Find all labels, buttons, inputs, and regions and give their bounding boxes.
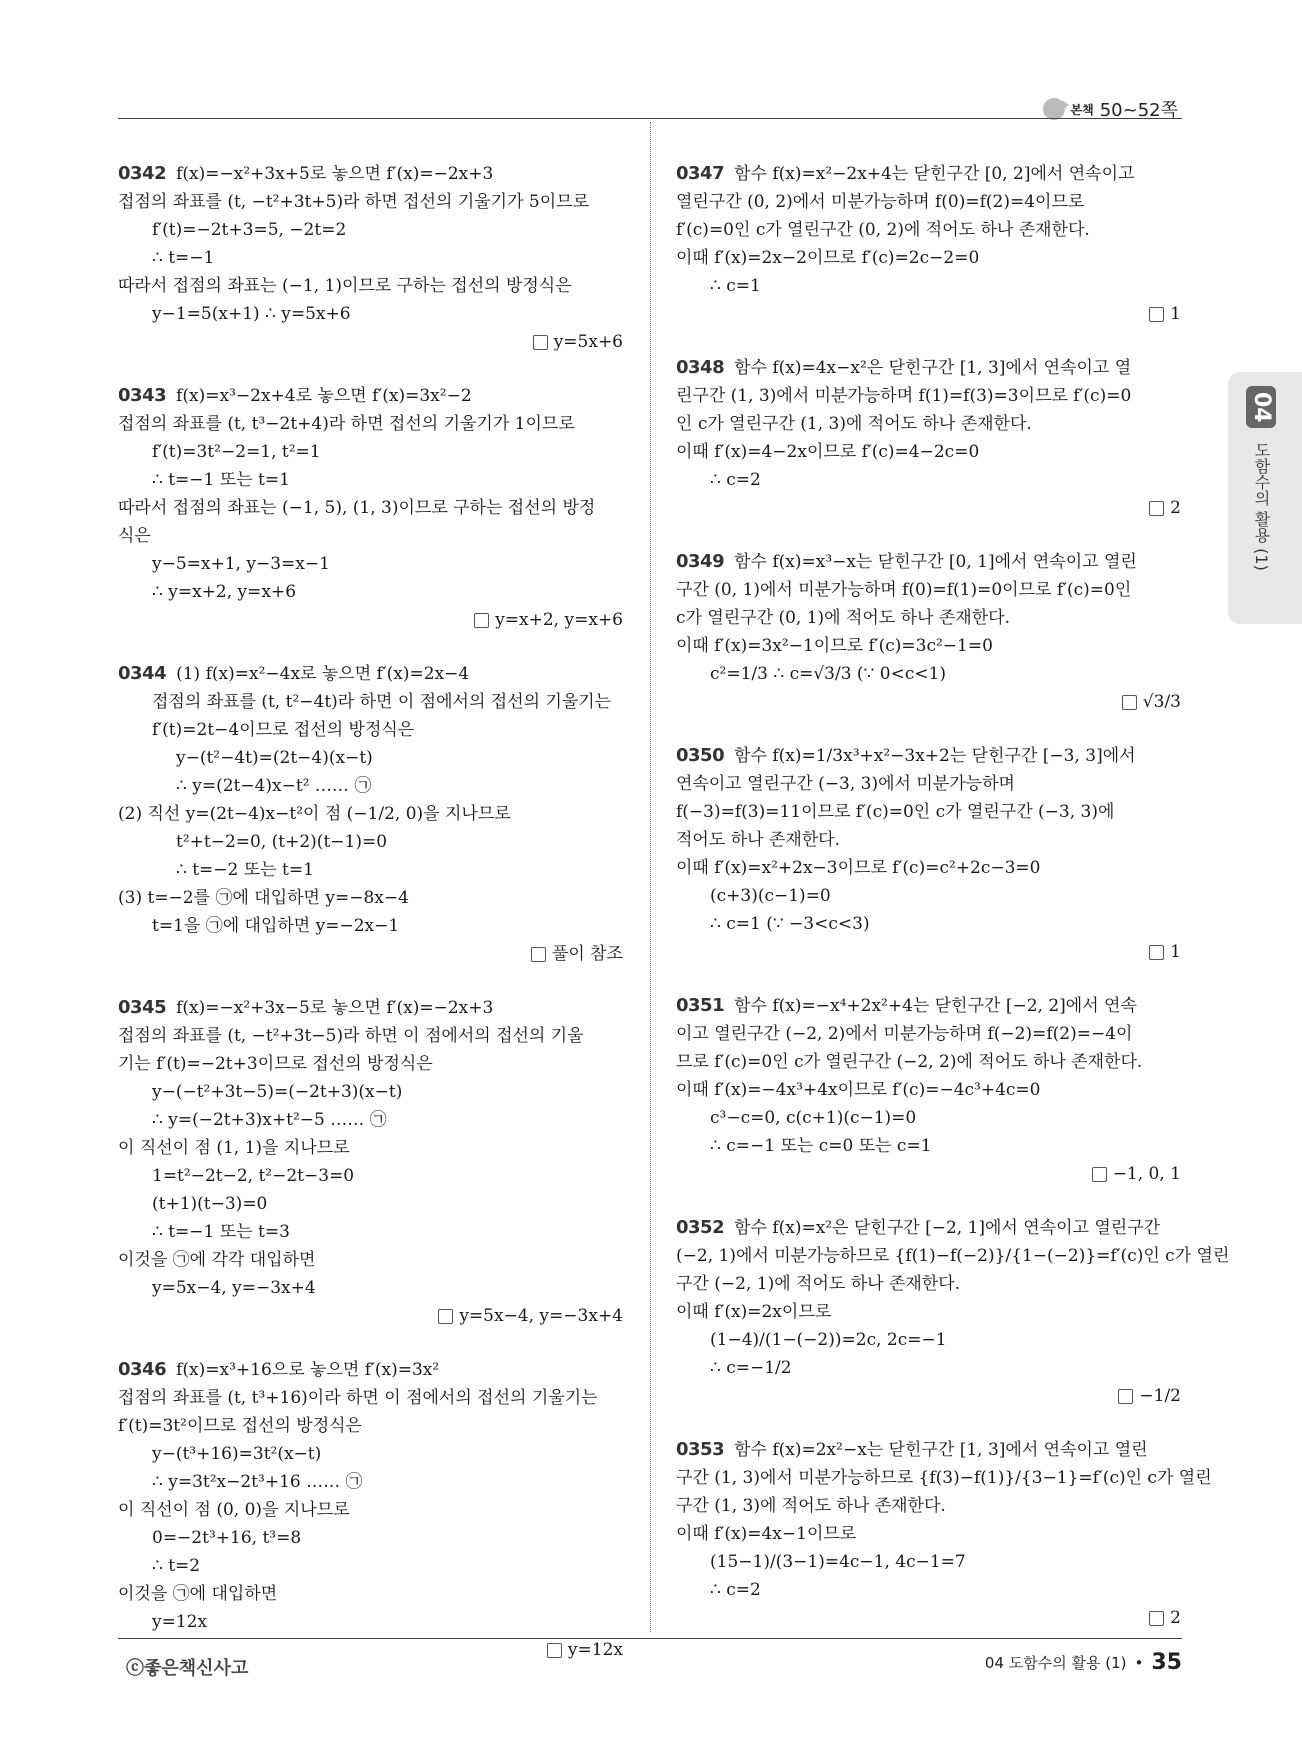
solution-line [676, 910, 1181, 938]
problem-block [676, 1436, 1212, 1632]
solution-text: f′(t)=3t²−2=1, t²=1 [152, 442, 321, 462]
solution-line [676, 1298, 1181, 1326]
solution-line [676, 1270, 1181, 1298]
solution-line [676, 1464, 1212, 1492]
solution-text: 이때 f′(x)=−4x³+4x이므로 f′(c)=−4c³+4c=0 [676, 1080, 1041, 1100]
solution-line [118, 660, 623, 688]
answer-icon [1149, 501, 1164, 516]
answer-line [676, 688, 1181, 716]
solution-line [118, 744, 623, 772]
publisher-brand: ⓒ좋은책신사고 [126, 1658, 249, 1679]
solution-text: 1=t²−2t−2, t²−2t−3=0 [152, 1166, 355, 1186]
problem-block [118, 160, 623, 356]
answer-line [118, 328, 623, 356]
page-number: 35 [1151, 1650, 1182, 1675]
solution-line [118, 1496, 623, 1524]
answer-text: y=5x+6 [553, 332, 623, 352]
solution-text: 따라서 접점의 좌표는 (−1, 5), (1, 3)이므로 구하는 접선의 방정 [118, 498, 596, 518]
top-rule [118, 118, 1182, 119]
solution-text: (1−4)/(1−(−2))=2c, 2c=−1 [710, 1330, 947, 1350]
solution-line [118, 244, 623, 272]
solution-line [676, 854, 1181, 882]
solution-line [676, 1048, 1181, 1076]
answer-icon [547, 1643, 562, 1658]
solution-line [118, 1218, 623, 1246]
problem-number: 0348 [676, 357, 725, 378]
solution-line [118, 1384, 623, 1412]
solution-line [676, 882, 1181, 910]
solution-text: 접점의 좌표를 (t, t²−4t)라 하면 이 점에서의 접선의 기울기는 [152, 692, 612, 712]
solution-line [676, 1576, 1181, 1604]
problem-block [676, 548, 1181, 716]
solution-line [676, 632, 1181, 660]
problem-block [676, 160, 1181, 328]
solution-line [118, 160, 623, 188]
solution-line [118, 1050, 623, 1078]
solution-line [118, 772, 623, 800]
solution-line [118, 272, 623, 300]
solution-text: 이것을 ㉠에 대입하면 [118, 1584, 278, 1604]
solution-line [118, 1468, 623, 1496]
problem-number: 0346 [118, 1359, 167, 1380]
solution-line [118, 884, 623, 912]
solution-text: ∴ y=(2t−4)x−t² …… ㉠ [176, 776, 372, 796]
solution-text: 인 c가 열린구간 (1, 3)에 적어도 하나 존재한다. [676, 414, 1032, 434]
left-column [118, 160, 623, 1690]
answer-icon [1092, 1167, 1107, 1182]
solution-text: 식은 [118, 526, 151, 546]
solution-line [118, 688, 623, 716]
problem-block [676, 354, 1181, 522]
solution-text: (3) t=−2를 ㉠에 대입하면 y=−8x−4 [118, 888, 409, 908]
solution-line [118, 912, 623, 940]
solution-text: (c+3)(c−1)=0 [710, 886, 831, 906]
solution-text: c가 열린구간 (0, 1)에 적어도 하나 존재한다. [676, 608, 1010, 628]
answer-icon [1149, 1611, 1164, 1626]
solution-line [118, 828, 623, 856]
solution-line [118, 466, 623, 494]
solution-line [118, 438, 623, 466]
solution-line [118, 1524, 623, 1552]
solution-line [676, 410, 1181, 438]
solution-text: f′(t)=−2t+3=5, −2t=2 [152, 220, 347, 240]
solution-text: 열린구간 (0, 2)에서 미분가능하며 f(0)=f(2)=4이므로 [676, 192, 1085, 212]
solution-line [118, 1246, 623, 1274]
solution-line [118, 1356, 623, 1384]
answer-text: 풀이 참조 [551, 944, 623, 964]
solution-text: 함수 f(x)=2x²−x는 닫힌구간 [1, 3]에서 연속이고 열린 [734, 1440, 1148, 1460]
solution-line [676, 1020, 1181, 1048]
answer-icon [533, 335, 548, 350]
solution-text: y=5x−4, y=−3x+4 [152, 1278, 316, 1298]
solution-text: 므로 f′(c)=0인 c가 열린구간 (−2, 2)에 적어도 하나 존재한다. [676, 1052, 1143, 1072]
solution-text: 함수 f(x)=x²은 닫힌구간 [−2, 1]에서 연속이고 열린구간 [734, 1218, 1161, 1238]
answer-line [676, 1604, 1181, 1632]
answer-text: 1 [1170, 304, 1181, 324]
solution-line [118, 1190, 623, 1218]
answer-text: √3/3 [1142, 692, 1181, 712]
solution-text: 이것을 ㉠에 각각 대입하면 [118, 1250, 316, 1270]
solution-line [118, 188, 623, 216]
solution-text: 따라서 접점의 좌표는 (−1, 1)이므로 구하는 접선의 방정식은 [118, 276, 572, 296]
solution-line [118, 216, 623, 244]
solution-text: y−(t³+16)=3t²(x−t) [152, 1444, 322, 1464]
solution-line [676, 1104, 1181, 1132]
solution-text: ∴ t=−1 [152, 248, 215, 268]
solution-text: ∴ c=2 [710, 470, 761, 490]
solution-text: (15−1)/(3−1)=4c−1, 4c−1=7 [710, 1552, 966, 1572]
answer-icon [1122, 695, 1137, 710]
solution-line [676, 1132, 1181, 1160]
solution-text: 이고 열린구간 (−2, 2)에서 미분가능하며 f(−2)=f(2)=−4이 [676, 1024, 1133, 1044]
solution-line [118, 522, 623, 550]
answer-icon [531, 947, 546, 962]
solution-text: y−(−t²+3t−5)=(−2t+3)(x−t) [152, 1082, 403, 1102]
solution-text: 이때 f′(x)=4−2x이므로 f′(c)=4−2c=0 [676, 442, 980, 462]
solution-text: (t+1)(t−3)=0 [152, 1194, 268, 1214]
problem-number: 0353 [676, 1439, 725, 1460]
solution-line [118, 1608, 623, 1636]
chapter-side-tab [1228, 372, 1302, 624]
solution-text: ∴ t=−2 또는 t=1 [176, 860, 314, 880]
solution-line [676, 992, 1181, 1020]
solution-text: 적어도 하나 존재한다. [676, 830, 841, 850]
answer-text: 2 [1170, 498, 1181, 518]
solution-line [118, 382, 623, 410]
solution-text: 이때 f′(x)=2x이므로 [676, 1302, 832, 1322]
solution-line [676, 272, 1181, 300]
solution-line [676, 354, 1181, 382]
solution-line [676, 826, 1181, 854]
solution-text: y=12x [152, 1612, 208, 1632]
solution-text: f′(t)=2t−4이므로 접선의 방정식은 [152, 720, 415, 740]
solution-line [118, 994, 623, 1022]
solution-text: f(x)=−x²+3x−5로 놓으면 f′(x)=−2x+3 [176, 998, 494, 1018]
solution-text: 구간 (1, 3)에서 미분가능하므로 {f(3)−f(1)}/{3−1}=f′(c)인 c가 열린 [676, 1468, 1212, 1488]
solution-text: 기는 f′(t)=−2t+3이므로 접선의 방정식은 [118, 1054, 433, 1074]
answer-text: 1 [1170, 942, 1181, 962]
problem-number: 0345 [118, 997, 167, 1018]
answer-icon [474, 613, 489, 628]
solution-text: 이 직선이 점 (0, 0)을 지나므로 [118, 1500, 350, 1520]
problem-number: 0351 [676, 995, 725, 1016]
solution-line [118, 1162, 623, 1190]
solution-text: y−5=x+1, y−3=x−1 [152, 554, 330, 574]
solution-text: 접점의 좌표를 (t, −t²+3t+5)라 하면 접선의 기울기가 5이므로 [118, 192, 590, 212]
solution-line [118, 494, 623, 522]
solution-line [118, 300, 623, 328]
problem-block [676, 1214, 1230, 1410]
solution-line [118, 1552, 623, 1580]
answer-line [118, 606, 623, 634]
solution-text: 구간 (1, 3)에 적어도 하나 존재한다. [676, 1496, 946, 1516]
solution-line [676, 1436, 1181, 1464]
solution-text: y−(t²−4t)=(2t−4)(x−t) [176, 748, 373, 768]
solution-text: 함수 f(x)=x²−2x+4는 닫힌구간 [0, 2]에서 연속이고 [734, 164, 1135, 184]
solution-text: y−1=5(x+1) ∴ y=5x+6 [152, 304, 351, 324]
solution-line [118, 1580, 623, 1608]
answer-text: −1, 0, 1 [1112, 1164, 1181, 1184]
solution-line [676, 660, 1181, 688]
solution-text: ∴ c=1 (∵ −3<c<3) [710, 914, 870, 934]
solution-text: 린구간 (1, 3)에서 미분가능하며 f(1)=f(3)=3이므로 f′(c)=0 [676, 386, 1132, 406]
book-label: 본책 [1070, 102, 1094, 117]
answer-text: y=12x [567, 1640, 623, 1660]
solution-text: 이때 f′(x)=x²+2x−3이므로 f′(c)=c²+2c−3=0 [676, 858, 1041, 878]
solution-line [676, 1214, 1181, 1242]
solution-line [676, 770, 1181, 798]
solution-line [676, 1354, 1181, 1382]
right-column [676, 160, 1230, 1658]
solution-line [676, 548, 1181, 576]
solution-text: f(−3)=f(3)=11이므로 f′(c)=0인 c가 열린구간 (−3, 3)에 [676, 802, 1115, 822]
footer-bullet: • [1134, 1653, 1144, 1672]
solution-text: 함수 f(x)=1/3x³+x²−3x+2는 닫힌구간 [−3, 3]에서 [734, 746, 1136, 766]
solution-line [118, 1412, 623, 1440]
book-arrow-icon [1043, 98, 1065, 120]
solution-line [676, 604, 1181, 632]
solution-text: ∴ c=2 [710, 1580, 761, 1600]
footer-info [985, 1650, 1182, 1675]
problem-block [676, 742, 1181, 966]
solution-text: (2) 직선 y=(2t−4)x−t²이 점 (−1/2, 0)을 지나므로 [118, 804, 511, 824]
solution-text: 접점의 좌표를 (t, t³+16)이라 하면 이 점에서의 접선의 기울기는 [118, 1388, 598, 1408]
chapter-title: 도함수의 활용 (1) [1252, 442, 1271, 571]
problem-block [118, 660, 623, 968]
answer-line [676, 494, 1181, 522]
solution-line [118, 1274, 623, 1302]
solution-line [676, 798, 1181, 826]
answer-icon [1118, 1389, 1133, 1404]
solution-text: 함수 f(x)=−x⁴+2x²+4는 닫힌구간 [−2, 2]에서 연속 [734, 996, 1137, 1016]
solution-line [676, 1548, 1181, 1576]
answer-text: −1/2 [1139, 1386, 1181, 1406]
chapter-number: 04 [1246, 386, 1276, 428]
solution-text: 연속이고 열린구간 (−3, 3)에서 미분가능하며 [676, 774, 1015, 794]
solution-text: 접점의 좌표를 (t, t³−2t+4)라 하면 접선의 기울기가 1이므로 [118, 414, 575, 434]
answer-line [676, 300, 1181, 328]
solution-text: ∴ c=−1 또는 c=0 또는 c=1 [710, 1136, 932, 1156]
solution-text: 0=−2t³+16, t³=8 [152, 1528, 302, 1548]
problem-number: 0342 [118, 163, 167, 184]
solution-line [118, 716, 623, 744]
solution-text: ∴ c=1 [710, 276, 761, 296]
solution-line [676, 576, 1181, 604]
solution-text: (−2, 1)에서 미분가능하므로 {f(1)−f(−2)}/{1−(−2)}=f′(c)인 c가 열린 [676, 1246, 1230, 1266]
solution-line [118, 1440, 623, 1468]
solution-text: f′(c)=0인 c가 열린구간 (0, 2)에 적어도 하나 존재한다. [676, 220, 1090, 240]
solution-text: f(x)=−x²+3x+5로 놓으면 f′(x)=−2x+3 [176, 164, 494, 184]
solution-line [676, 742, 1181, 770]
answer-text: y=5x−4, y=−3x+4 [459, 1306, 623, 1326]
solution-line [118, 1022, 623, 1050]
bottom-rule [118, 1638, 1182, 1639]
solution-text: ∴ t=2 [152, 1556, 201, 1576]
solution-line [676, 382, 1181, 410]
problem-number: 0347 [676, 163, 725, 184]
solution-text: ∴ y=(−2t+3)x+t²−5 …… ㉠ [152, 1110, 387, 1130]
solution-text: 함수 f(x)=x³−x는 닫힌구간 [0, 1]에서 연속이고 열린 [734, 552, 1137, 572]
problem-block [118, 382, 623, 634]
solution-line [676, 1326, 1181, 1354]
problem-block [676, 992, 1181, 1188]
solution-line [118, 578, 623, 606]
problem-number: 0350 [676, 745, 725, 766]
solution-text: ∴ y=x+2, y=x+6 [152, 582, 297, 602]
answer-line [118, 940, 623, 968]
solution-text: ∴ c=−1/2 [710, 1358, 792, 1378]
solution-line [676, 1076, 1181, 1104]
solution-text: f′(t)=3t²이므로 접선의 방정식은 [118, 1416, 362, 1436]
solution-text: c²=1/3 ∴ c=√3/3 (∵ 0<c<1) [710, 664, 947, 684]
solution-text: f(x)=x³−2x+4로 놓으면 f′(x)=3x²−2 [176, 386, 472, 406]
solution-text: t²+t−2=0, (t+2)(t−1)=0 [176, 832, 388, 852]
solution-line [118, 1134, 623, 1162]
solution-line [676, 216, 1181, 244]
answer-icon [1149, 307, 1164, 322]
solution-text: 접점의 좌표를 (t, −t²+3t−5)라 하면 이 점에서의 접선의 기울 [118, 1026, 584, 1046]
page-range: 50~52쪽 [1099, 100, 1178, 121]
solution-line [118, 1078, 623, 1106]
problem-number: 0349 [676, 551, 725, 572]
problem-block [118, 994, 623, 1330]
solution-text: 이때 f′(x)=3x²−1이므로 f′(c)=3c²−1=0 [676, 636, 993, 656]
answer-icon [1149, 945, 1164, 960]
solution-line [676, 188, 1181, 216]
solution-text: ∴ y=3t²x−2t³+16 …… ㉠ [152, 1472, 363, 1492]
solution-line [676, 1242, 1230, 1270]
problem-number: 0343 [118, 385, 167, 406]
problem-number: 0352 [676, 1217, 725, 1238]
solution-text: c³−c=0, c(c+1)(c−1)=0 [710, 1108, 917, 1128]
solution-text: ∴ t=−1 또는 t=3 [152, 1222, 290, 1242]
solution-line [676, 160, 1181, 188]
solution-text: (1) f(x)=x²−4x로 놓으면 f′(x)=2x−4 [176, 664, 470, 684]
solution-text: 구간 (0, 1)에서 미분가능하며 f(0)=f(1)=0이므로 f′(c)=0인 [676, 580, 1132, 600]
solution-text: 이때 f′(x)=2x−2이므로 f′(c)=2c−2=0 [676, 248, 980, 268]
column-divider [650, 122, 651, 1632]
footer-chapter: 04 도함수의 활용 (1) [984, 1654, 1127, 1672]
answer-icon [438, 1309, 453, 1324]
solution-line [118, 1106, 623, 1134]
solution-line [676, 1492, 1181, 1520]
solution-line [676, 244, 1181, 272]
answer-line [676, 1382, 1181, 1410]
answer-text: y=x+2, y=x+6 [495, 610, 623, 630]
solution-line [676, 1520, 1181, 1548]
solution-text: ∴ t=−1 또는 t=1 [152, 470, 290, 490]
solution-line [118, 410, 623, 438]
solution-line [118, 550, 623, 578]
answer-line [676, 1160, 1181, 1188]
solution-line [676, 466, 1181, 494]
problem-number: 0344 [118, 663, 167, 684]
solution-text: 이때 f′(x)=4x−1이므로 [676, 1524, 857, 1544]
solution-line [118, 856, 623, 884]
problem-block [118, 1356, 623, 1664]
solution-text: 구간 (−2, 1)에 적어도 하나 존재한다. [676, 1274, 961, 1294]
solution-line [118, 800, 623, 828]
solution-text: 함수 f(x)=4x−x²은 닫힌구간 [1, 3]에서 연속이고 열 [734, 358, 1132, 378]
solution-text: t=1을 ㉠에 대입하면 y=−2x−1 [152, 916, 400, 936]
solution-text: 이 직선이 점 (1, 1)을 지나므로 [118, 1138, 350, 1158]
answer-line [118, 1302, 623, 1330]
solution-text: f(x)=x³+16으로 놓으면 f′(x)=3x² [176, 1360, 440, 1380]
answer-text: 2 [1170, 1608, 1181, 1628]
solution-line [676, 438, 1181, 466]
answer-line [676, 938, 1181, 966]
